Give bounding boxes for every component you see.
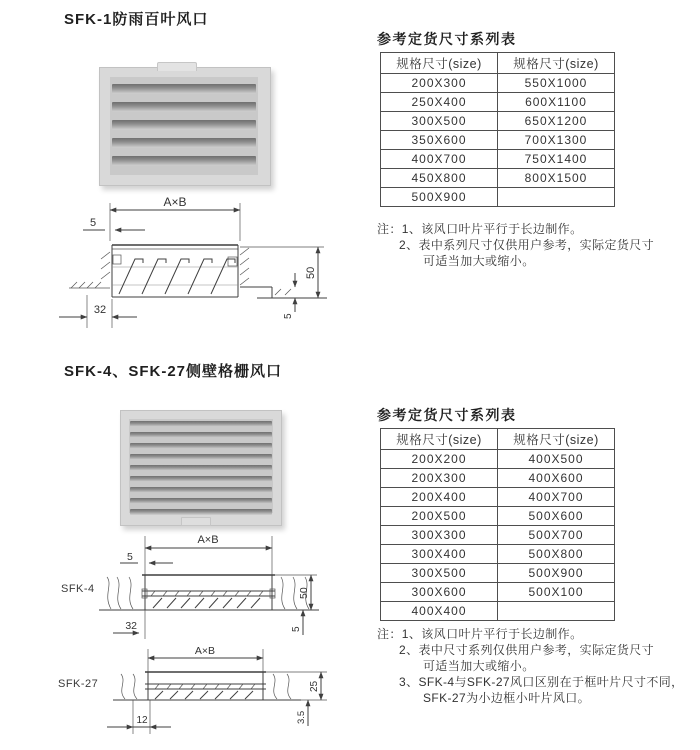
size-cell: 200X400: [381, 488, 498, 507]
grille-slat: [130, 476, 272, 482]
size-column-header: 规格尺寸(size): [498, 53, 615, 74]
size-cell: 200X300: [381, 469, 498, 488]
table-row: [381, 507, 615, 526]
louver-face: [110, 77, 258, 175]
note-line: 可适当加大或缩小。: [423, 659, 535, 673]
dim-label-lip: 5: [283, 313, 294, 319]
table-row: [381, 93, 615, 112]
table-row: [381, 131, 615, 150]
order-size-table-2: [380, 428, 615, 621]
size-cell: 400X500: [498, 450, 615, 469]
dim-label-flange: 5: [127, 551, 133, 563]
louver-slat: [112, 84, 256, 94]
table1-title: 参考定货尺寸系列表: [377, 31, 517, 47]
louver-slat: [112, 156, 256, 166]
size-cell: 750X1400: [498, 150, 615, 169]
dim-label-width: A×B: [163, 195, 187, 209]
table-row: [381, 545, 615, 564]
sfk27-section-drawing: [93, 646, 383, 748]
sfk4-product-photo: [120, 410, 282, 526]
table-header-row: [381, 429, 615, 450]
dim-label-height: 25: [309, 680, 320, 692]
grille-face: [129, 419, 273, 513]
section2-title: SFK-4、SFK-27侧壁格栅风口: [64, 363, 283, 380]
order-size-table-1: [380, 52, 615, 207]
dim-label-height: 50: [305, 266, 317, 279]
table-row: [381, 112, 615, 131]
table2-title: 参考定货尺寸系列表: [377, 407, 517, 423]
grille-slat: [130, 421, 272, 427]
table-row: [381, 469, 615, 488]
table-row: [381, 74, 615, 93]
note-line: 2、表中尺寸系列仅供用户参考，实际定货尺寸: [399, 643, 655, 657]
note-line: 注：1、该风口叶片平行于长边制作。: [377, 627, 583, 641]
size-cell: 600X1100: [498, 93, 615, 112]
sfk1-section-drawing: [57, 195, 357, 335]
size-cell: [498, 602, 615, 621]
table-row: [381, 526, 615, 545]
size-cell: 300X300: [381, 526, 498, 545]
size-cell: 500X900: [381, 188, 498, 207]
size-cell: 200X500: [381, 507, 498, 526]
table-row: [381, 188, 615, 207]
size-cell: 500X100: [498, 583, 615, 602]
dim-label-depth: 32: [93, 304, 107, 316]
louver-slat: [112, 138, 256, 148]
dim-label-flange: 5: [90, 217, 97, 229]
notes-2: [377, 626, 684, 706]
size-column-header: 规格尺寸(size): [381, 429, 498, 450]
size-cell: 800X1500: [498, 169, 615, 188]
section1-title: SFK-1防雨百叶风口: [64, 11, 209, 28]
table-row: [381, 450, 615, 469]
note-line: 可适当加大或缩小。: [423, 254, 535, 268]
size-cell: 350X600: [381, 131, 498, 150]
table-row: [381, 150, 615, 169]
dim-label-height: 50: [298, 587, 310, 599]
sfk4-drawing-label: SFK-4: [61, 583, 95, 595]
note-line: SFK-27为小边框小叶片风口。: [423, 691, 591, 705]
sfk27-drawing-label: SFK-27: [58, 678, 99, 690]
table-row: [381, 602, 615, 621]
dim-label-width: A×B: [197, 534, 219, 546]
size-cell: 400X600: [498, 469, 615, 488]
sfk4-section-drawing: [93, 529, 383, 645]
notes-1: [377, 221, 654, 269]
grille-slat: [130, 465, 272, 471]
dim-label-width: A×B: [194, 646, 216, 657]
size-cell: 250X400: [381, 93, 498, 112]
grille-slat: [130, 443, 272, 449]
sfk1-product-photo: [99, 67, 271, 186]
note-line: 注：1、该风口叶片平行于长边制作。: [377, 222, 583, 236]
table-row: [381, 488, 615, 507]
photo-top-tab: [157, 62, 197, 71]
size-cell: 300X500: [381, 112, 498, 131]
size-cell: 650X1200: [498, 112, 615, 131]
size-cell: 400X400: [381, 602, 498, 621]
louver-slat: [112, 120, 256, 130]
grille-slat: [130, 454, 272, 460]
size-cell: 200X200: [381, 450, 498, 469]
size-cell: 400X700: [498, 488, 615, 507]
size-cell: 200X300: [381, 74, 498, 93]
size-cell: 700X1300: [498, 131, 615, 150]
size-cell: [498, 188, 615, 207]
note-line: 2、表中系列尺寸仅供用户参考，实际定货尺寸: [399, 238, 655, 252]
size-cell: 500X600: [498, 507, 615, 526]
size-cell: 400X700: [381, 150, 498, 169]
size-cell: 500X700: [498, 526, 615, 545]
table-row: [381, 169, 615, 188]
dim-label-lip: 3.5: [296, 710, 307, 724]
size-cell: 550X1000: [498, 74, 615, 93]
grille-slat: [130, 487, 272, 493]
size-cell: 500X800: [498, 545, 615, 564]
photo-bottom-tab: [181, 517, 211, 526]
dim-label-depth: 12: [136, 715, 148, 726]
louver-slat: [112, 102, 256, 112]
size-cell: 300X400: [381, 545, 498, 564]
grille-slat: [130, 432, 272, 438]
dim-label-depth: 32: [125, 620, 137, 632]
note-line: 3、SFK-4与SFK-27风口区别在于框叶片尺寸不同，: [399, 675, 684, 689]
size-column-header: 规格尺寸(size): [498, 429, 615, 450]
table-header-row: [381, 53, 615, 74]
size-cell: 300X600: [381, 583, 498, 602]
dim-label-lip: 5: [291, 626, 302, 632]
size-column-header: 规格尺寸(size): [381, 53, 498, 74]
size-cell: 450X800: [381, 169, 498, 188]
grille-slat: [130, 509, 272, 515]
size-cell: 300X500: [381, 564, 498, 583]
table-row: [381, 583, 615, 602]
size-cell: 500X900: [498, 564, 615, 583]
grille-slat: [130, 498, 272, 504]
table-row: [381, 564, 615, 583]
